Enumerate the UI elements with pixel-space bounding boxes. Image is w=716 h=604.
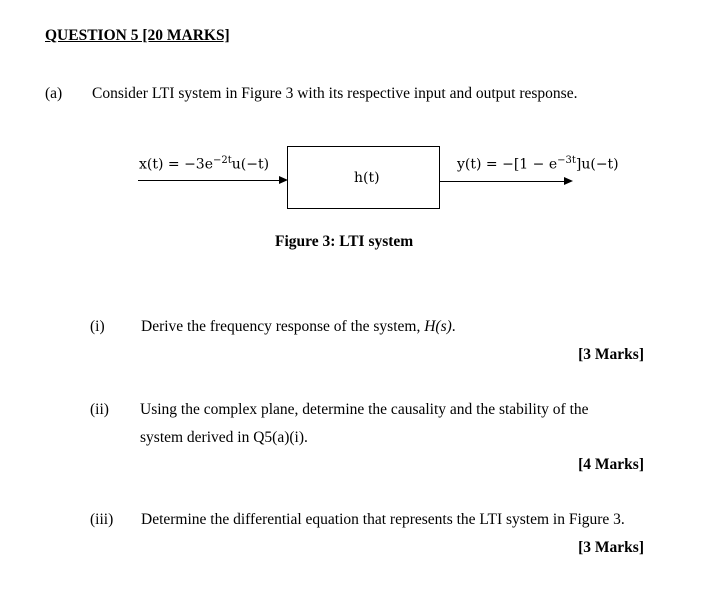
part-a-label: (a) — [45, 85, 63, 102]
subpart-i-marks: [3 Marks] — [578, 346, 644, 363]
output-arrow-head — [564, 177, 573, 185]
subpart-iii-marks: [3 Marks] — [578, 539, 644, 556]
output-arrow-line — [440, 181, 564, 182]
subpart-ii-text-line1: Using the complex plane, determine the causality and the stability of the — [140, 401, 589, 418]
question-heading: QUESTION 5 [20 MARKS] — [45, 27, 230, 44]
system-block-label: h(t) — [354, 170, 380, 186]
subpart-ii-text-line2: system derived in Q5(a)(i). — [140, 429, 308, 446]
input-arrow-line — [138, 180, 279, 181]
subpart-iii-label: (iii) — [90, 511, 114, 528]
output-signal-label: $y(t) = -[1 - e^{-3t}]u(-t)$ — [457, 155, 619, 173]
figure-caption: Figure 3: LTI system — [275, 233, 414, 250]
subpart-ii-marks: [4 Marks] — [578, 456, 644, 473]
subpart-ii-label: (ii) — [90, 401, 109, 418]
part-a-text: Consider LTI system in Figure 3 with its respective input and output response. — [92, 85, 578, 102]
input-signal-label: $x(t) = -3e^{-2t}u(-t)$ — [139, 155, 270, 173]
subpart-iii-text: Determine the differential equation that represents the LTI system in Figure 3. — [141, 511, 625, 528]
subpart-i-text: Derive the frequency response of the system, H(s). — [141, 318, 456, 335]
subpart-i-label: (i) — [90, 318, 105, 335]
